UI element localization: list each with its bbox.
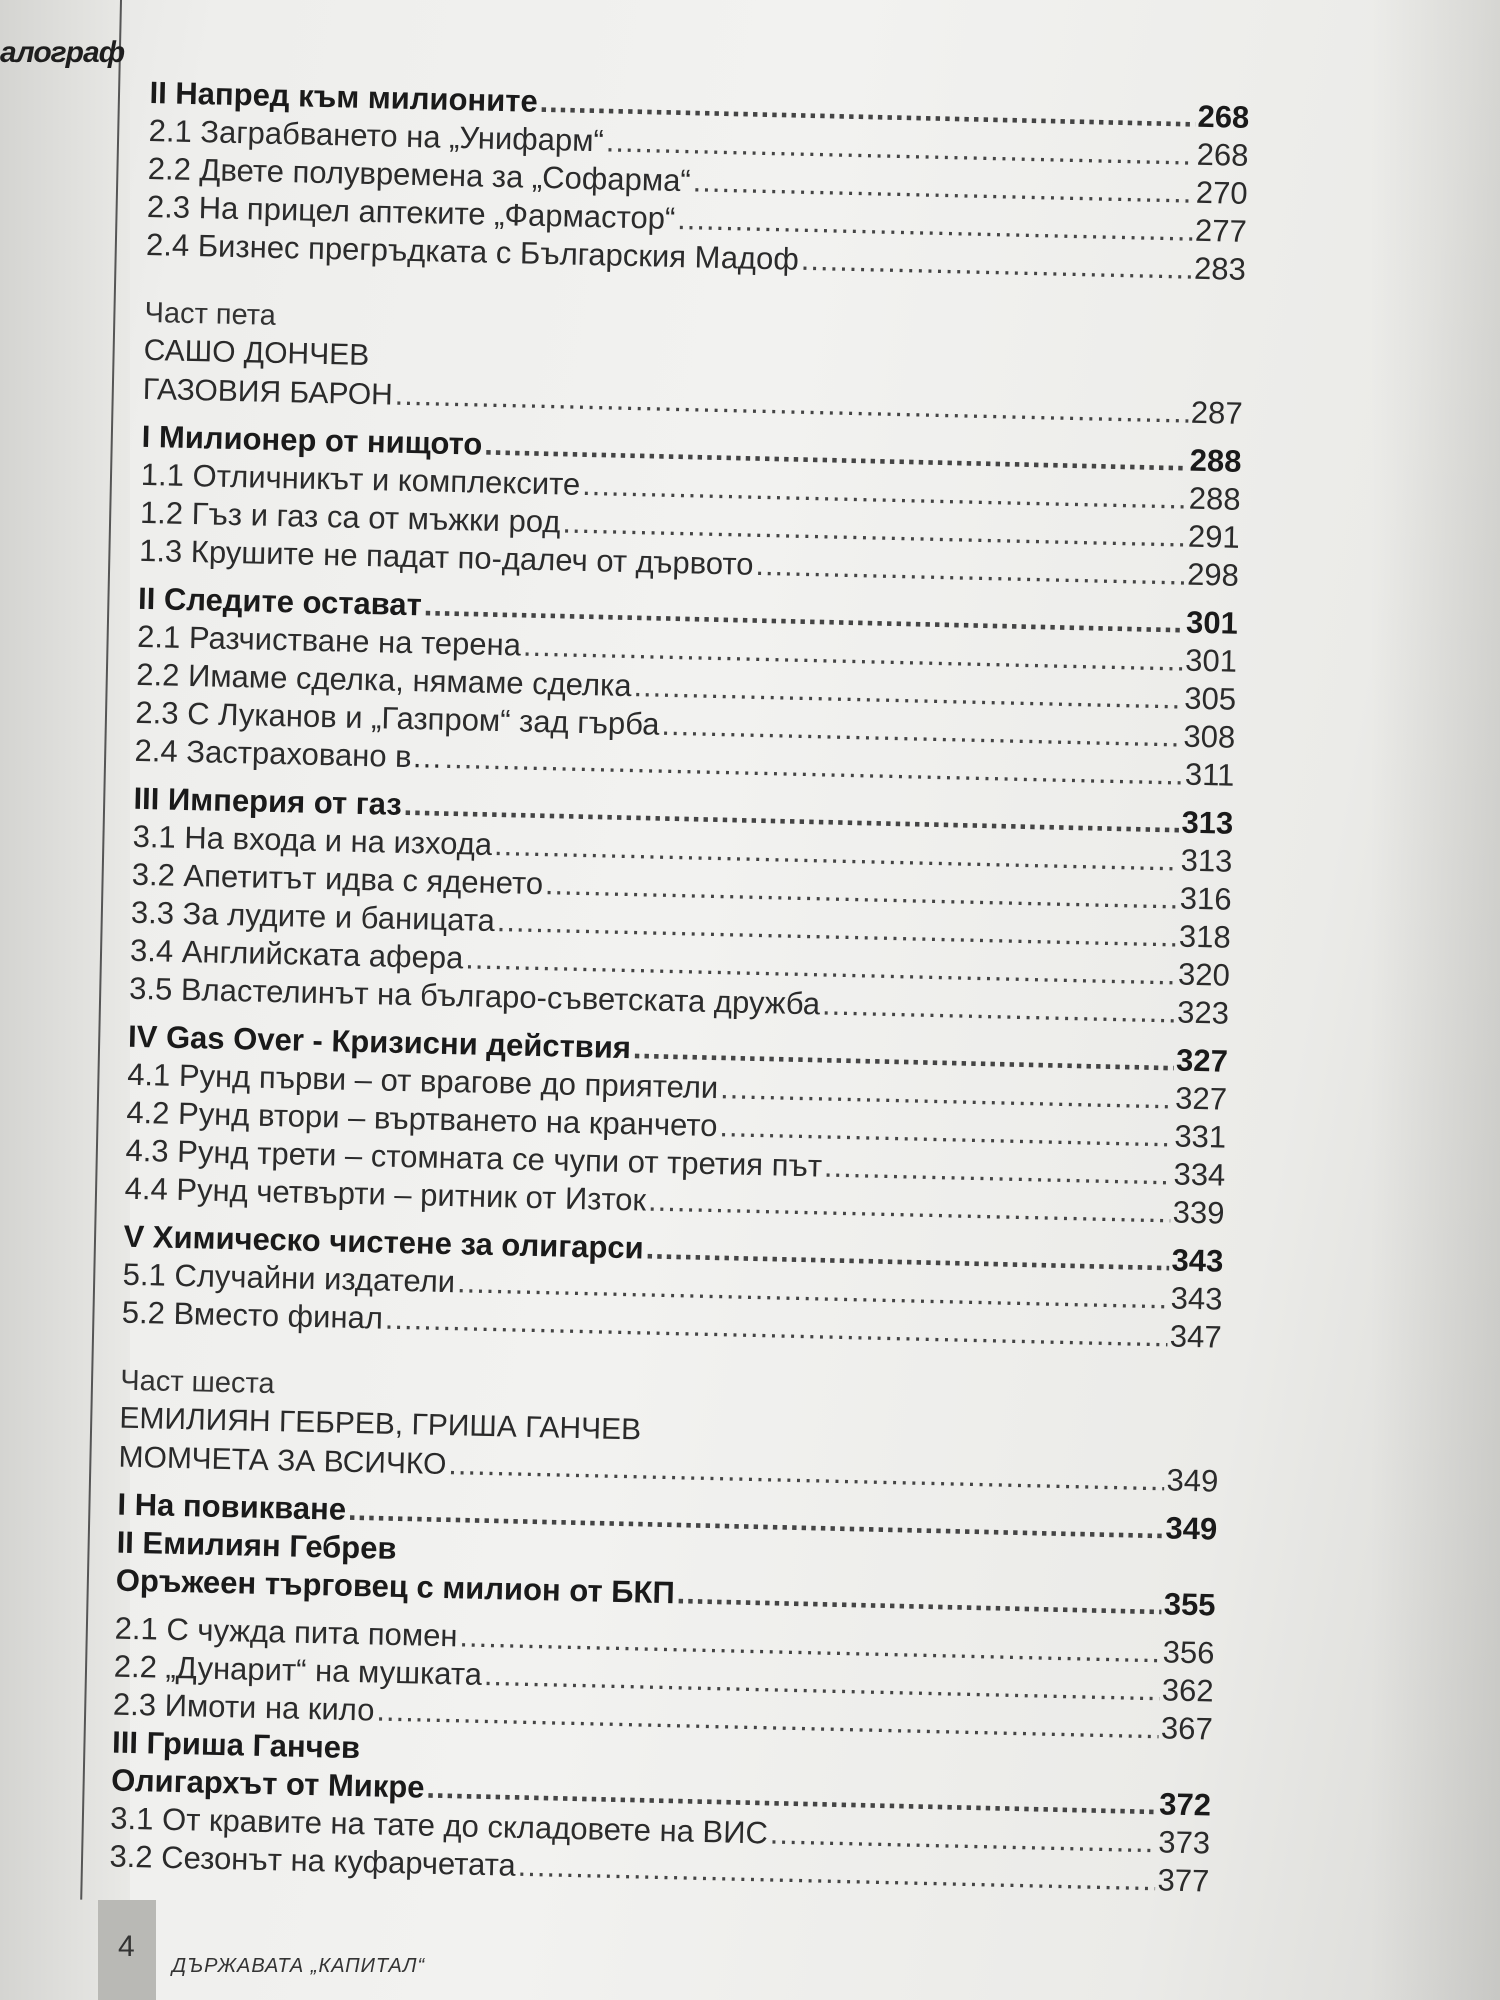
toc-page-number: 327: [1174, 1080, 1228, 1117]
toc-entry-title: 2.4 Застраховано в…: [134, 732, 444, 775]
toc-entry-title: 3.3 За лудите и баницата: [130, 894, 496, 939]
toc-entry-title: 2.2 Имаме сделка, нямаме сделка: [135, 656, 632, 704]
toc-page-number: 356: [1162, 1634, 1215, 1671]
toc-entry-title: 5.1 Случайни издатели: [122, 1256, 456, 1300]
toc-page-number: 327: [1175, 1042, 1229, 1079]
toc-page-number: 308: [1183, 718, 1236, 755]
toc-entry-title: ГАЗОВИЯ БАРОН: [142, 372, 394, 412]
page-gutter-shadow: [0, 0, 130, 2000]
toc-entry-title: 2.1 Заграбването на „Унифарм“: [148, 112, 605, 159]
toc-entry-title: 3.2 Апетитът идва с яденето: [131, 856, 544, 902]
toc-entry-title: 2.3 С Луканов и „Газпром“ зад гърба: [135, 694, 660, 742]
toc-page-number: 287: [1190, 394, 1243, 431]
toc-entry-title: 1.1 Отличникът и комплексите: [140, 456, 581, 502]
toc-entry-title: 4.2 Рунд втори – въртването на кранчето: [126, 1094, 718, 1144]
toc-page-number: 268: [1196, 136, 1249, 173]
dot-leader: [822, 985, 1176, 1031]
toc-page-number: 343: [1171, 1242, 1224, 1279]
toc-entry-title: IV Gas Over - Кризисни действия: [127, 1018, 632, 1066]
toc-entry-title: I Милионер от нищото: [141, 418, 483, 462]
toc-entry-title: V Химическо чистене за олигарси: [123, 1218, 645, 1266]
toc-entry-title: МОМЧЕТА ЗА ВСИЧКО: [118, 1440, 447, 1482]
toc-entry-title: 3.1 На входа и на изхода: [132, 818, 493, 862]
toc-page-number: 362: [1161, 1672, 1214, 1709]
toc-page-number: 283: [1193, 250, 1247, 287]
toc-page-number: 377: [1157, 1862, 1210, 1899]
page-edge-shadow: [1370, 0, 1500, 2000]
toc-entry-title: 2.1 Разчистване на терена: [136, 618, 522, 663]
toc-entry-title: II Напред към милионите: [149, 74, 539, 119]
toc-page-number: 367: [1160, 1710, 1214, 1747]
toc-entry-title: 2.3 На прицел аптеките „Фармастор“: [146, 188, 676, 236]
toc-page-number: 343: [1170, 1280, 1223, 1317]
toc-entry-title: 3.4 Английската афера: [129, 932, 464, 976]
toc-page-number: 291: [1187, 518, 1241, 555]
toc-entry-title: 2.4 Бизнес прегръдката с Българския Мадоф: [145, 226, 800, 277]
toc-entry-title: 2.3 Имоти на кило: [112, 1686, 375, 1728]
toc-page-number: 277: [1194, 212, 1248, 249]
toc-page-number: 323: [1176, 994, 1230, 1031]
toc-entry-title: 3.1 От кравите на тате до складовете на ВИС: [110, 1800, 769, 1851]
toc-page-number: 288: [1189, 442, 1242, 479]
toc-page-number: 313: [1180, 842, 1233, 879]
toc-page-number: 313: [1181, 804, 1234, 841]
toc-entry-title: 5.2 Вместо финал: [121, 1294, 384, 1336]
toc-entry-title: 4.1 Рунд първи – от врагове до приятели: [126, 1056, 719, 1106]
table-of-contents: [109, 74, 1250, 1900]
toc-page-number: 339: [1172, 1194, 1225, 1231]
toc-entry-title: 1.2 Гъз и газ са от мъжки род: [139, 494, 561, 540]
toc-entry-title: 3.2 Сезонът на куфарчетата: [109, 1838, 517, 1883]
toc-page-number: 298: [1186, 556, 1240, 593]
toc-page-number: 372: [1158, 1786, 1212, 1823]
toc-page-number: 318: [1178, 918, 1232, 955]
toc-page-number: 334: [1173, 1156, 1226, 1193]
toc-page-number: 331: [1174, 1118, 1227, 1155]
toc-page-number: 270: [1195, 174, 1248, 211]
toc-entry-title: Оръжеен търговец с милион от БКП: [115, 1562, 676, 1611]
part-title: ЕМИЛИЯН ГЕБРЕВ, ГРИША ГАНЧЕВ: [119, 1401, 642, 1447]
toc-page-number: 355: [1163, 1586, 1216, 1623]
part-label: Част пета: [144, 296, 277, 332]
toc-entry-title: 2.2 „Дунарит“ на мушката: [113, 1648, 483, 1692]
toc-entry-title: 2.2 Двете полувремена за „Софарма“: [147, 150, 692, 199]
toc-page-number: 268: [1197, 98, 1250, 135]
toc-page-number: 301: [1185, 604, 1239, 641]
part-title: САШО ДОНЧЕВ: [143, 333, 370, 373]
toc-page-number: 288: [1188, 480, 1242, 517]
toc-entry-title: 4.3 Рунд трети – стомната се чупи от третия път: [125, 1132, 823, 1184]
part-label: Част шеста: [119, 1364, 275, 1401]
toc-page-number: 349: [1165, 1510, 1218, 1547]
toc-entry-title: III Гриша Ганчев: [111, 1724, 361, 1766]
header-logo: алограф: [0, 36, 125, 69]
running-footer: ДЪРЖАВАТА „КАПИТАЛ“: [172, 1955, 426, 1977]
toc-entry-title: Олигархът от Микре: [110, 1762, 425, 1805]
toc-entry-title: III Империя от газ: [133, 780, 403, 822]
toc-page-number: 311: [1184, 756, 1235, 793]
toc-entry-title: 2.1 С чужда пита помен: [114, 1610, 458, 1654]
toc-page-number: 305: [1183, 680, 1237, 717]
toc-page-number: 320: [1177, 956, 1231, 993]
toc-entry-title: II Следите остават: [137, 580, 423, 623]
toc-page-number: 347: [1169, 1318, 1223, 1355]
toc-entry-title: II Емилиян Гебрев: [116, 1524, 397, 1566]
toc-page-number: 373: [1158, 1824, 1211, 1861]
toc-entry-title: 3.5 Властелинът на българо-съветската дружба: [128, 970, 821, 1022]
toc-page-number: 316: [1179, 880, 1232, 917]
toc-page-number: 301: [1184, 642, 1238, 679]
page-number: 4: [118, 1930, 135, 1963]
toc-entry-title: 1.3 Крушите не падат по-далеч от дървото: [138, 532, 754, 582]
toc-page-number: 349: [1166, 1462, 1219, 1499]
toc-entry-title: 4.4 Рунд четвърти – ритник от Изток: [124, 1170, 647, 1218]
toc-entry-title: I На повикване: [117, 1486, 347, 1527]
